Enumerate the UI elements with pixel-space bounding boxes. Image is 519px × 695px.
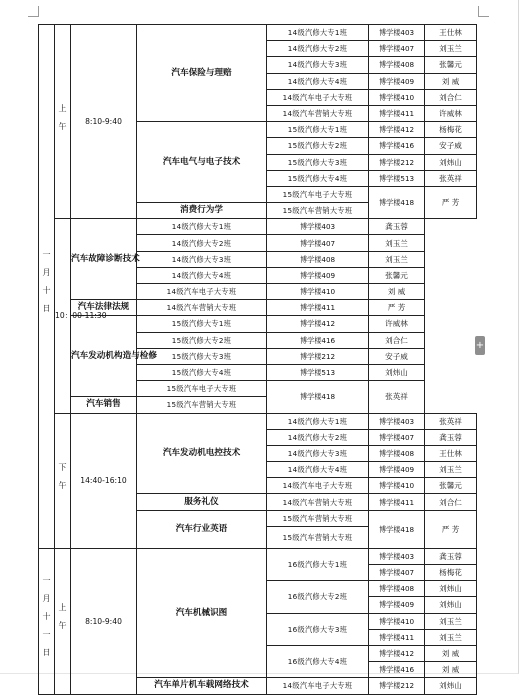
teacher-cell: 许威林 xyxy=(425,105,477,121)
teacher-cell: 严 芳 xyxy=(369,300,425,316)
teacher-cell: 许威林 xyxy=(369,316,425,332)
crop-mark-top-left xyxy=(28,6,39,17)
room-cell: 博学楼412 xyxy=(267,316,369,332)
teacher-cell: 刘合仁 xyxy=(425,494,477,510)
class-cell: 15级汽车电子大专班 xyxy=(137,381,267,397)
teacher-cell: 刘 威 xyxy=(425,662,477,678)
course-cell: 汽车行业英语 xyxy=(137,510,267,548)
class-cell: 16级汽修大专4班 xyxy=(267,645,369,677)
course-cell: 汽车销售 xyxy=(71,397,137,413)
room-cell: 博学楼407 xyxy=(369,41,425,57)
teacher-cell: 张英祥 xyxy=(425,413,477,429)
teacher-cell: 刘炜山 xyxy=(425,581,477,597)
room-cell: 博学楼212 xyxy=(267,348,369,364)
room-cell: 博学楼411 xyxy=(369,105,425,121)
room-cell: 博学楼409 xyxy=(267,267,369,283)
room-cell: 博学楼411 xyxy=(369,629,425,645)
class-cell: 14级汽修大专3班 xyxy=(267,57,369,73)
teacher-cell: 安子威 xyxy=(425,138,477,154)
class-cell: 16级汽修大专1班 xyxy=(267,548,369,580)
course-cell: 汽车发动机电控技术 xyxy=(137,413,267,494)
room-cell: 博学楼416 xyxy=(369,662,425,678)
teacher-cell: 张英祥 xyxy=(425,170,477,186)
course-cell: 汽车发动机构造与检修 xyxy=(71,316,137,397)
class-cell: 14级汽修大专1班 xyxy=(137,219,267,235)
teacher-cell: 严 芳 xyxy=(425,186,477,218)
teacher-cell: 刘炜山 xyxy=(369,364,425,380)
time-cell: 8:10-9:40 xyxy=(71,25,137,219)
time-cell: 10：00-11:30 xyxy=(55,219,71,413)
class-cell: 14级汽车电子大专班 xyxy=(267,478,369,494)
teacher-cell: 张英祥 xyxy=(369,381,425,413)
room-cell: 博学楼418 xyxy=(267,381,369,413)
room-cell: 博学楼403 xyxy=(369,25,425,41)
class-cell: 15级汽车营销大专班 xyxy=(267,526,369,548)
teacher-cell: 张馨元 xyxy=(369,267,425,283)
class-cell: 14级汽车电子大专班 xyxy=(267,89,369,105)
period-cell: 上午 xyxy=(55,548,71,694)
room-cell: 博学楼408 xyxy=(267,251,369,267)
class-cell: 15级汽修大专2班 xyxy=(267,138,369,154)
class-cell: 14级汽修大专4班 xyxy=(267,462,369,478)
class-cell: 14级汽修大专4班 xyxy=(267,73,369,89)
course-cell: 汽车机械识图 xyxy=(137,548,267,678)
teacher-cell: 刘玉兰 xyxy=(425,613,477,629)
teacher-cell: 刘炜山 xyxy=(425,154,477,170)
course-cell: 汽车故障诊断技术 xyxy=(71,219,137,300)
class-cell: 15级汽修大专1班 xyxy=(137,316,267,332)
course-cell: 汽车法律法规 xyxy=(71,300,137,316)
table-row xyxy=(39,219,477,235)
teacher-cell: 龚玉蓉 xyxy=(425,429,477,445)
teacher-cell: 刘玉兰 xyxy=(369,235,425,251)
room-cell: 博学楼409 xyxy=(369,597,425,613)
class-cell: 15级汽修大专4班 xyxy=(137,364,267,380)
room-cell: 博学楼410 xyxy=(369,478,425,494)
class-cell: 15级汽修大专2班 xyxy=(137,332,267,348)
class-cell: 14级汽修大专2班 xyxy=(137,235,267,251)
class-cell: 14级汽修大专2班 xyxy=(267,429,369,445)
class-cell: 14级汽车营销大专班 xyxy=(137,300,267,316)
teacher-cell: 张馨元 xyxy=(425,478,477,494)
room-cell: 博学楼407 xyxy=(267,235,369,251)
teacher-cell: 龚玉蓉 xyxy=(369,219,425,235)
course-cell: 汽车单片机车载网络技术 xyxy=(137,678,267,694)
room-cell: 博学楼409 xyxy=(369,462,425,478)
room-cell: 博学楼412 xyxy=(369,645,425,661)
room-cell: 博学楼416 xyxy=(267,332,369,348)
class-cell: 14级汽车电子大专班 xyxy=(267,678,369,694)
class-cell: 14级汽车电子大专班 xyxy=(137,284,267,300)
period-cell: 下午 xyxy=(55,413,71,548)
exam-schedule-table xyxy=(38,24,477,695)
teacher-cell: 张馨元 xyxy=(425,57,477,73)
room-cell: 博学楼407 xyxy=(369,565,425,581)
room-cell: 博学楼403 xyxy=(369,413,425,429)
room-cell: 博学楼410 xyxy=(267,284,369,300)
room-cell: 博学楼407 xyxy=(369,429,425,445)
class-cell: 15级汽车营销大专班 xyxy=(267,203,369,219)
teacher-cell: 刘玉兰 xyxy=(425,462,477,478)
room-cell: 博学楼418 xyxy=(369,510,425,548)
teacher-cell: 刘玉兰 xyxy=(425,629,477,645)
table-row xyxy=(39,25,477,41)
room-cell: 博学楼412 xyxy=(369,122,425,138)
teacher-cell: 刘合仁 xyxy=(369,332,425,348)
class-cell: 14级汽修大专4班 xyxy=(137,267,267,283)
class-cell: 14级汽修大专3班 xyxy=(267,445,369,461)
teacher-cell: 王仕林 xyxy=(425,445,477,461)
room-cell: 博学楼513 xyxy=(267,364,369,380)
teacher-cell: 杨梅花 xyxy=(425,565,477,581)
room-cell: 博学楼408 xyxy=(369,581,425,597)
teacher-cell: 龚玉蓉 xyxy=(425,548,477,564)
course-cell: 汽车保险与理赔 xyxy=(137,25,267,122)
time-cell: 8:10-9:40 xyxy=(71,548,137,694)
class-cell: 14级汽修大专2班 xyxy=(267,41,369,57)
class-cell: 14级汽车营销大专班 xyxy=(267,105,369,121)
class-cell: 15级汽修大专4班 xyxy=(267,170,369,186)
teacher-cell: 刘玉兰 xyxy=(425,41,477,57)
class-cell: 15级汽车营销大专班 xyxy=(137,397,267,413)
course-cell: 消费行为学 xyxy=(137,203,267,219)
teacher-cell: 杨梅花 xyxy=(425,122,477,138)
teacher-cell: 刘合仁 xyxy=(425,89,477,105)
teacher-cell: 刘 威 xyxy=(369,284,425,300)
class-cell: 16级汽修大专3班 xyxy=(267,613,369,645)
room-cell: 博学楼418 xyxy=(369,186,425,218)
date-cell: 一月十一日 xyxy=(39,548,55,694)
room-cell: 博学楼403 xyxy=(369,548,425,564)
class-cell: 15级汽车营销大专班 xyxy=(267,510,369,526)
room-cell: 博学楼408 xyxy=(369,57,425,73)
class-cell: 14级汽修大专3班 xyxy=(137,251,267,267)
table-row xyxy=(39,548,477,564)
class-cell: 15级汽修大专1班 xyxy=(267,122,369,138)
room-cell: 博学楼409 xyxy=(369,73,425,89)
class-cell: 15级汽车电子大专班 xyxy=(267,186,369,202)
course-cell: 服务礼仪 xyxy=(137,494,267,510)
crop-mark-top-right xyxy=(478,6,489,17)
class-cell: 14级汽修大专1班 xyxy=(267,413,369,429)
course-cell: 汽车电气与电子技术 xyxy=(137,122,267,203)
teacher-cell: 刘 威 xyxy=(425,73,477,89)
teacher-cell: 刘 威 xyxy=(425,645,477,661)
class-cell: 16级汽修大专2班 xyxy=(267,581,369,613)
class-cell: 15级汽修大专3班 xyxy=(267,154,369,170)
room-cell: 博学楼410 xyxy=(369,89,425,105)
room-cell: 博学楼403 xyxy=(267,219,369,235)
class-cell: 14级汽车营销大专班 xyxy=(267,494,369,510)
teacher-cell: 严 芳 xyxy=(425,510,477,548)
teacher-cell: 安子威 xyxy=(369,348,425,364)
class-cell: 14级汽修大专1班 xyxy=(267,25,369,41)
room-cell: 博学楼513 xyxy=(369,170,425,186)
date-cell: 一月十日 xyxy=(39,25,55,549)
room-cell: 博学楼410 xyxy=(369,613,425,629)
teacher-cell: 王仕林 xyxy=(425,25,477,41)
period-cell: 上午 xyxy=(55,25,71,219)
room-cell: 博学楼212 xyxy=(369,678,425,694)
teacher-cell: 刘炜山 xyxy=(425,597,477,613)
room-cell: 博学楼212 xyxy=(369,154,425,170)
class-cell: 15级汽修大专3班 xyxy=(137,348,267,364)
teacher-cell: 刘玉兰 xyxy=(369,251,425,267)
room-cell: 博学楼416 xyxy=(369,138,425,154)
side-expand-handle[interactable]: + xyxy=(475,336,485,355)
time-cell: 14:40-16:10 xyxy=(71,413,137,548)
room-cell: 博学楼408 xyxy=(369,445,425,461)
table-row xyxy=(39,413,477,429)
room-cell: 博学楼411 xyxy=(369,494,425,510)
teacher-cell: 刘炜山 xyxy=(425,678,477,694)
room-cell: 博学楼411 xyxy=(267,300,369,316)
